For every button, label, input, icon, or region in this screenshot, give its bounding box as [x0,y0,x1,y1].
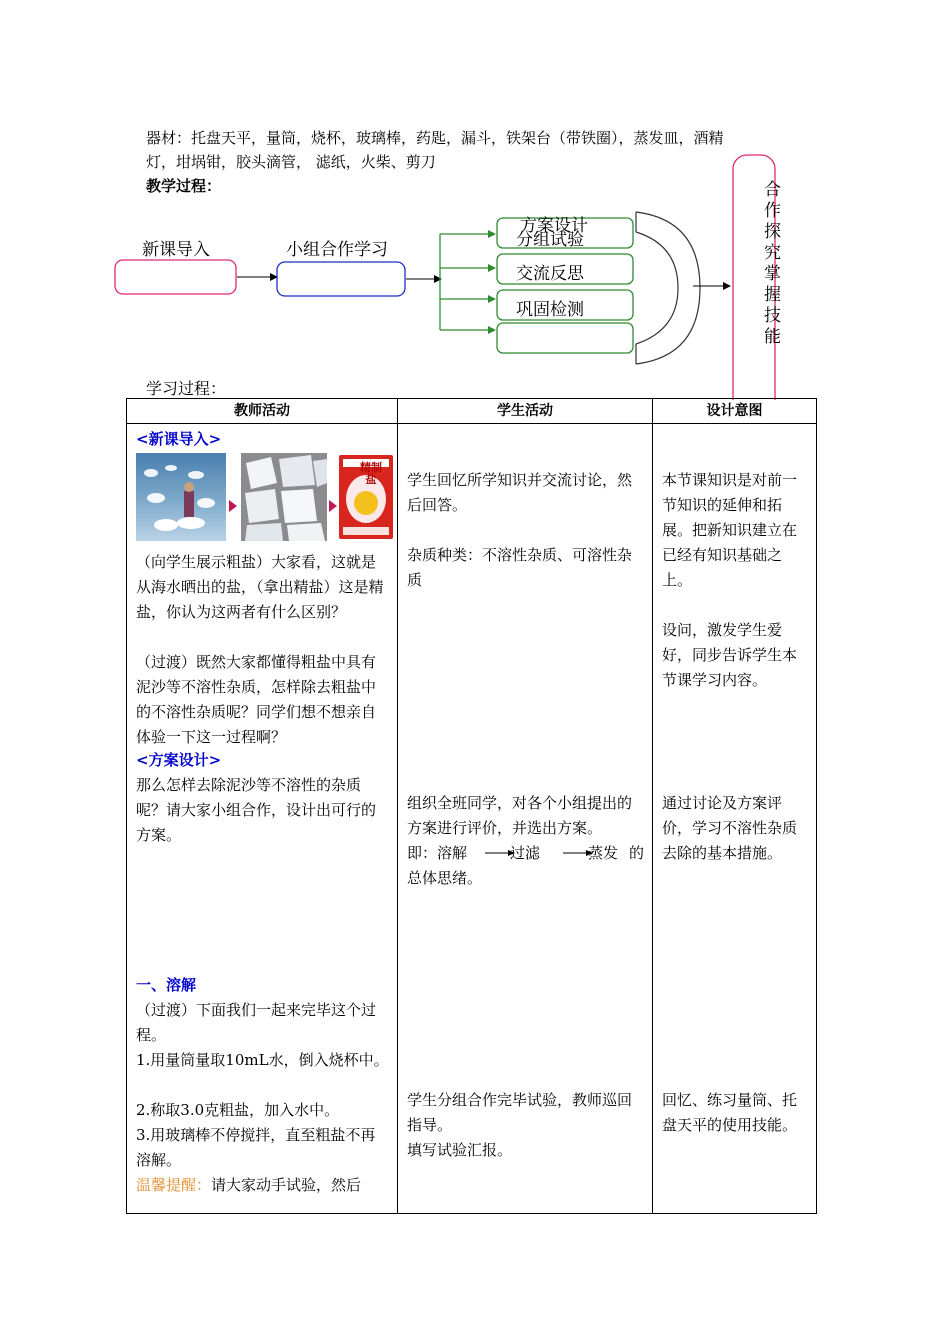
student-text-1: 学生回忆所学知识并交流讨论，然后回答。 [407,471,633,514]
flow-suffix: 的 [629,844,645,862]
teacher-paragraph-4: （过渡）下面我们一起来完毕这个过程。 [136,1001,377,1044]
flow-dissolve: 即：溶解 [407,844,468,862]
teacher-paragraph-2: （过渡）既然大家都懂得粗盐中具有泥沙等不溶性杂质，怎样除去粗盐中的不溶性杂质呢？同学们想不想亲自体验一下这一过程啊？ [136,653,377,746]
student-activity-cell [398,424,653,1214]
header-student: 学生活动 [398,399,653,424]
flow-box1-overlap-text: 方案设计 [520,216,588,236]
section-intro-title: <新课导入> [136,430,222,448]
student-text-6: 填写试验汇报。 [407,1141,513,1159]
warm-tip-text: 请大家动手试验，然后 [211,1176,362,1194]
teaching-process-heading: 教学过程： [146,177,222,195]
dissolve-step-2: 2.称取3.0克粗盐，加入水中。 [136,1101,340,1119]
student-text-2: 杂质种类：不溶性杂质、可溶性杂质 [407,546,633,589]
group-study-box [277,262,405,296]
teacher-activity-cell [127,424,398,1214]
learning-process-heading: 学习过程： [146,379,227,398]
sea-salt-field-photo [136,453,226,541]
teacher-paragraph-3: 那么怎样去除泥沙等不溶性的杂质呢？请大家小组合作，设计出可行的方案。 [136,776,377,844]
intent-text-4: 回忆、练习量筒、托盘天平的使用技能。 [662,1091,798,1134]
warm-tip-label: 温馨提醒： [136,1176,212,1194]
intent-text-2: 设问，激发学生爱好，同步告诉学生本节课学习内容。 [662,621,798,689]
teacher-paragraph-1: （向学生展示粗盐）大家看，这就是从海水晒出的盐，（拿出精盐）这是精盐，你认为这两者有什么区别？ [136,553,384,621]
design-intent-cell [653,424,817,1214]
intent-text-3: 通过讨论及方案评价，学习不溶性杂质去除的基本措施。 [662,794,798,862]
flow-label-intro: 新课导入 [142,240,210,260]
flow-label-group: 小组合作学习 [286,240,388,260]
flow-box3-text: 巩固检测 [516,300,584,320]
photo-arrow-1 [229,500,237,512]
salt-bag-label: 精制盐 [360,461,382,486]
equipment-line-1: 器材：托盘天平，量筒，烧杯，玻璃棒，药匙，漏斗，铁架台（带铁圈），蒸发皿，酒精 [146,129,724,147]
empty-step-box [497,323,633,353]
flow-evaporate: 蒸发 [588,844,619,862]
photo-arrow-2 [329,500,337,512]
dissolve-step-1: 1.用量筒量取10mL水，倒入烧杯中。 [136,1051,389,1069]
lesson-table [126,398,817,1214]
teaching-flow-diagram [0,0,950,400]
section-dissolve-title: 一、溶解 [136,976,197,994]
student-text-5: 学生分组合作完毕试验，教师巡回指导。 [407,1091,633,1134]
flow-vertical-text: 合作探究 掌握技能 [764,180,792,347]
header-intent: 设计意图 [653,399,817,424]
student-text-4 [407,841,644,866]
section-plan-title: <方案设计> [136,751,222,769]
flow-filter: 过滤 [510,844,541,862]
intro-box [115,260,236,294]
student-text-3: 组织全班同学，对各个小组提出的方案进行评价，并选出方案。 [407,794,633,837]
dissolve-step-3: 3.用玻璃棒不停搅拌，直至粗盐不再溶解。 [136,1126,376,1169]
student-text-4-line2: 总体思绪。 [407,869,483,887]
flow-box2-text: 交流反思 [516,264,584,284]
intent-text-1: 本节课知识是对前一节知识的延伸和拓展。把新知识建立在已经有知识基础之上。 [662,471,798,589]
coarse-salt-crystals-photo [241,453,327,541]
header-teacher: 教师活动 [127,399,398,424]
warm-tip [136,1173,389,1198]
equipment-line-2: 灯，坩埚钳，胶头滴管， 滤纸，火柴、剪刀 [146,153,436,171]
flow-box1-text: 分组试验 [516,230,584,250]
